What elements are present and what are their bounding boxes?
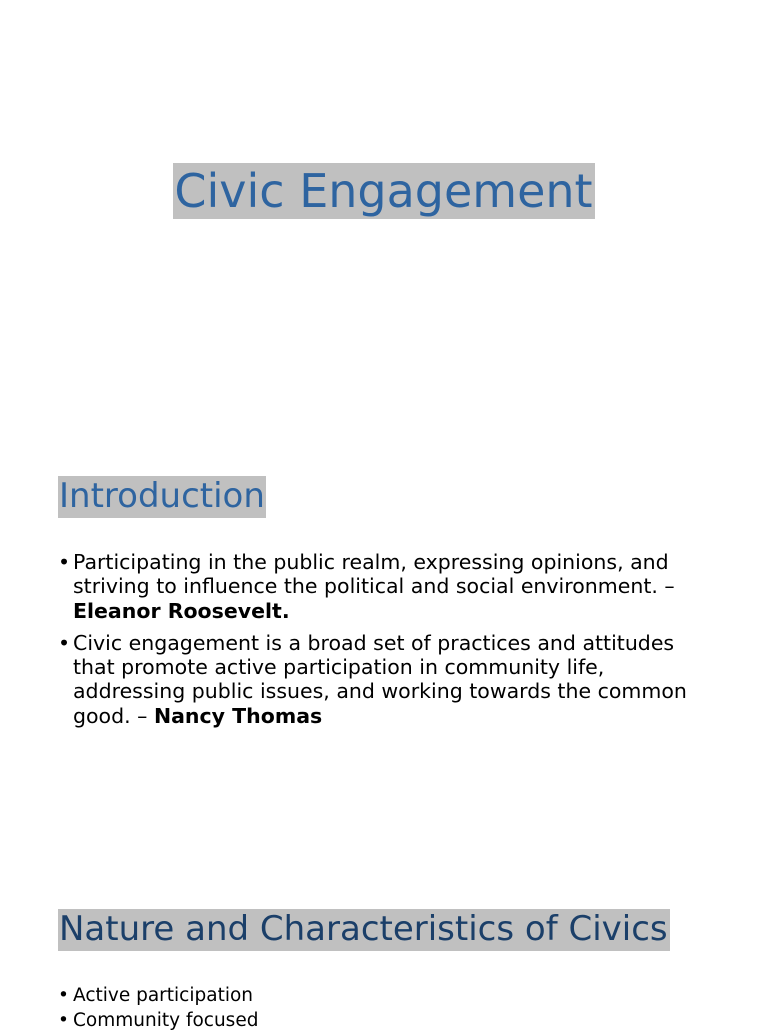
list-item	[58, 983, 698, 1008]
bullet-icon: •	[58, 550, 71, 574]
bullet-text: Community focused	[73, 1010, 259, 1031]
introduction-heading: Introduction	[59, 476, 265, 516]
title-slide	[0, 163, 768, 219]
nature-slide	[58, 909, 670, 951]
bullet-icon: •	[58, 1010, 69, 1031]
list-item	[58, 550, 698, 623]
nature-bullet-list	[58, 983, 698, 1033]
page-title: Civic Engagement	[174, 164, 593, 218]
bullet-text: Active participation	[73, 985, 254, 1006]
list-item	[58, 631, 698, 728]
bullet-text: Participating in the public realm, expressing opinions, and striving to influence the political and social environment. –	[73, 550, 675, 599]
quote-attribution: Eleanor Roosevelt.	[73, 598, 290, 623]
bullet-icon: •	[58, 630, 71, 655]
list-item	[58, 1008, 698, 1033]
bullet-icon: •	[58, 985, 69, 1006]
introduction-slide	[58, 476, 266, 518]
quote-attribution: Nancy Thomas	[153, 703, 323, 728]
bullet-text: Civic engagement is a broad set of practices and attitudes that promote active participation in community life, addressing public issues, and working towards the common good. –	[73, 630, 687, 728]
nature-heading: Nature and Characteristics of Civics	[59, 909, 668, 949]
introduction-bullet-list	[58, 550, 698, 728]
